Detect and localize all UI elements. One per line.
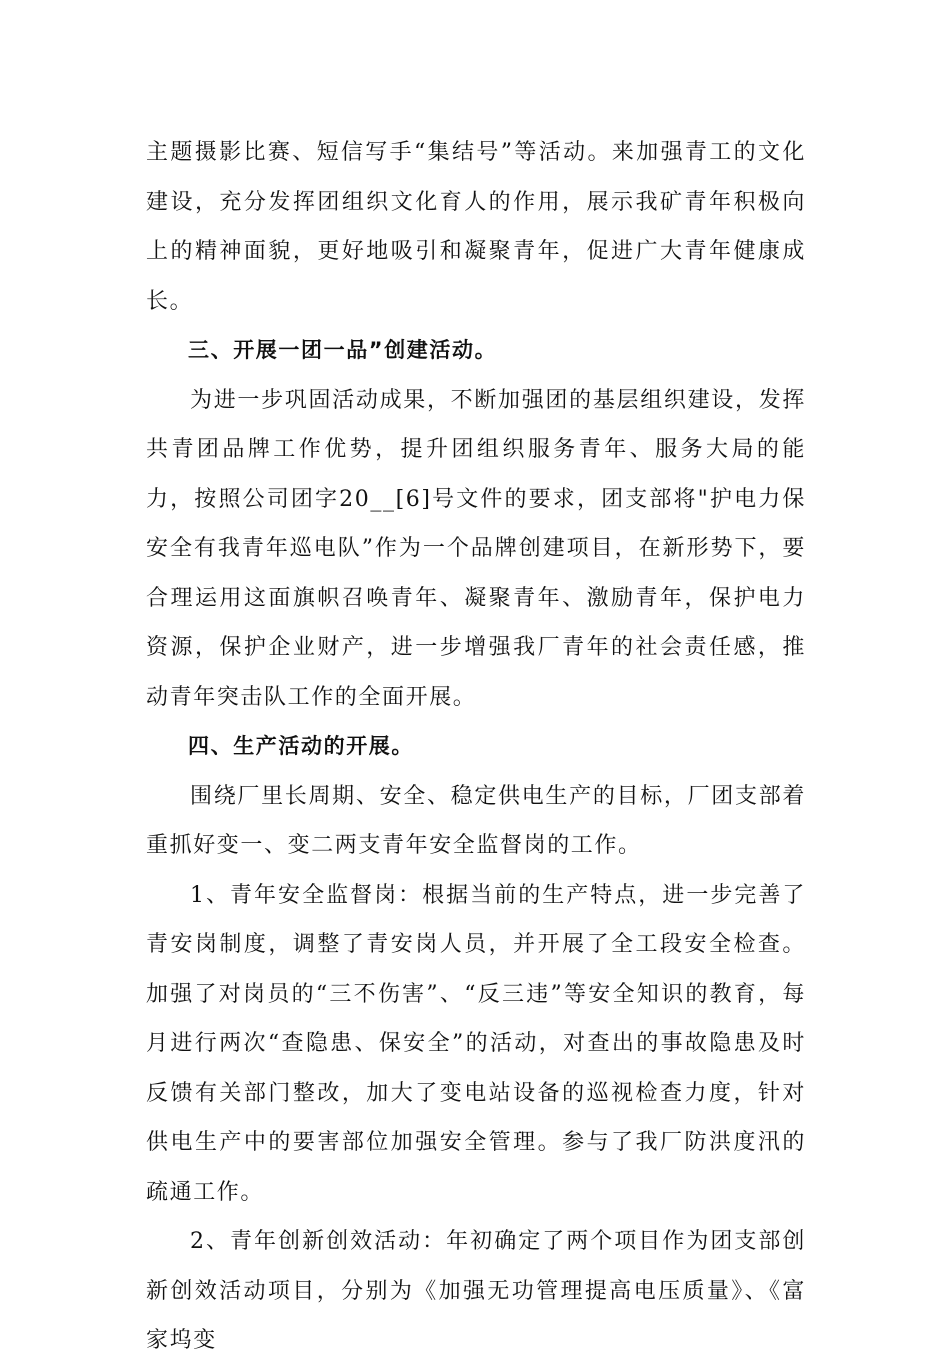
section-heading-three: 三、开展一团一品”创建活动。	[188, 338, 498, 362]
paragraph-production-goal: 围绕厂里长周期、安全、稳定供电生产的目标，厂团支部着重抓好变一、变二两支青年安全监督岗的工作。	[146, 783, 806, 858]
paragraph-brand-project: 为进一步巩固活动成果，不断加强团的基层组织建设，发挥共青团品牌工作优势，提升团组织服务青年、服务大局的能力，按照公司团字20__[6]号文件的要求，团支部将"护电力保安全有我青年巡电队”作为一个品牌创建项目，在新形势下，要合理运用这面旗帜召唤青年、凝聚青年、激励青年，保护电力资源，保护企业财产，进一步增强我厂青年的社会责任感，推动青年突击队工作的全面开展。	[146, 387, 806, 710]
section-heading-four: 四、生产活动的开展。	[188, 734, 414, 758]
paragraph-innovation: 2、青年创新创效活动：年初确定了两个项目作为团支部创新创效活动项目，分别为《加强无功管理提高电压质量》、《富家坞变	[146, 1229, 806, 1353]
document-body	[146, 128, 806, 1366]
paragraph-safety-post: 1、青年安全监督岗：根据当前的生产特点，进一步完善了青安岗制度，调整了青安岗人员，并开展了全工段安全检查。加强了对岗员的“三不伤害”、“反三违”等安全知识的教育，每月进行两次“查隐患、保安全”的活动，对查出的事故隐患及时反馈有关部门整改，加大了变电站设备的巡视检查力度，针对供电生产中的要害部位加强安全管理。参与了我厂防洪度汛的疏通工作。	[146, 882, 806, 1205]
paragraph-continued: 主题摄影比赛、短信写手“集结号”等活动。来加强青工的文化建设，充分发挥团组织文化育人的作用，展示我矿青年积极向上的精神面貌，更好地吸引和凝聚青年，促进广大青年健康成长。	[146, 140, 806, 314]
